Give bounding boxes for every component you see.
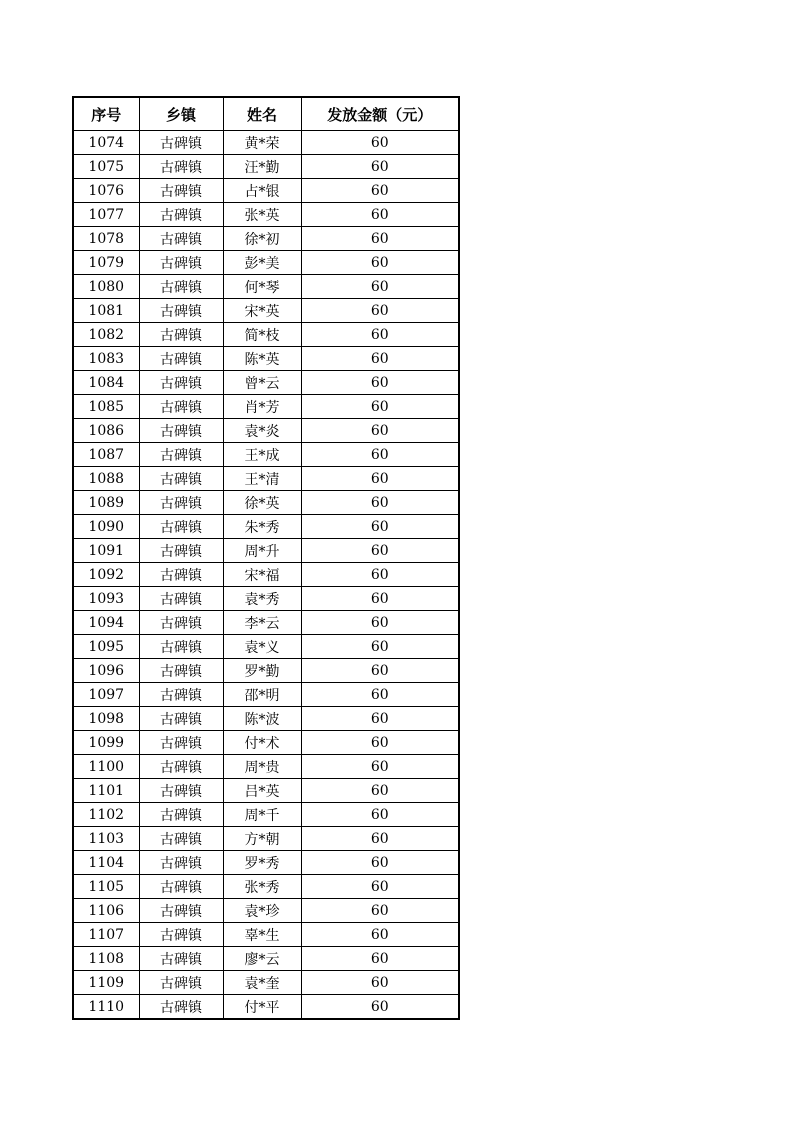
table-row	[73, 251, 459, 275]
cell-name: 付*术	[223, 731, 301, 755]
cell-township: 古碑镇	[139, 395, 223, 419]
cell-township: 古碑镇	[139, 683, 223, 707]
cell-amount: 60	[301, 995, 459, 1020]
table-row	[73, 779, 459, 803]
cell-serial-number: 1089	[73, 491, 139, 515]
cell-township: 古碑镇	[139, 203, 223, 227]
cell-serial-number: 1096	[73, 659, 139, 683]
cell-name: 何*琴	[223, 275, 301, 299]
table-row	[73, 299, 459, 323]
cell-name: 陈*波	[223, 707, 301, 731]
cell-name: 宋*福	[223, 563, 301, 587]
cell-name: 袁*炎	[223, 419, 301, 443]
cell-name: 徐*英	[223, 491, 301, 515]
cell-township: 古碑镇	[139, 131, 223, 155]
cell-name: 宋*英	[223, 299, 301, 323]
cell-name: 罗*勤	[223, 659, 301, 683]
cell-name: 曾*云	[223, 371, 301, 395]
cell-serial-number: 1107	[73, 923, 139, 947]
cell-township: 古碑镇	[139, 803, 223, 827]
cell-amount: 60	[301, 611, 459, 635]
table-row	[73, 443, 459, 467]
cell-name: 王*成	[223, 443, 301, 467]
cell-name: 周*贵	[223, 755, 301, 779]
cell-serial-number: 1106	[73, 899, 139, 923]
payment-table	[72, 96, 460, 1020]
cell-serial-number: 1100	[73, 755, 139, 779]
cell-serial-number: 1097	[73, 683, 139, 707]
table-row	[73, 827, 459, 851]
cell-name: 周*升	[223, 539, 301, 563]
cell-serial-number: 1085	[73, 395, 139, 419]
table-row	[73, 467, 459, 491]
table-row	[73, 539, 459, 563]
cell-serial-number: 1092	[73, 563, 139, 587]
table-row	[73, 995, 459, 1020]
cell-township: 古碑镇	[139, 299, 223, 323]
cell-name: 张*英	[223, 203, 301, 227]
cell-amount: 60	[301, 155, 459, 179]
cell-name: 袁*奎	[223, 971, 301, 995]
table-body	[73, 131, 459, 1020]
cell-township: 古碑镇	[139, 707, 223, 731]
cell-name: 黄*荣	[223, 131, 301, 155]
header-serial-number: 序号	[73, 97, 139, 131]
cell-township: 古碑镇	[139, 275, 223, 299]
cell-serial-number: 1084	[73, 371, 139, 395]
cell-township: 古碑镇	[139, 659, 223, 683]
cell-serial-number: 1079	[73, 251, 139, 275]
header-township: 乡镇	[139, 97, 223, 131]
cell-serial-number: 1075	[73, 155, 139, 179]
cell-serial-number: 1081	[73, 299, 139, 323]
cell-township: 古碑镇	[139, 539, 223, 563]
cell-township: 古碑镇	[139, 563, 223, 587]
cell-township: 古碑镇	[139, 779, 223, 803]
cell-name: 朱*秀	[223, 515, 301, 539]
cell-serial-number: 1090	[73, 515, 139, 539]
cell-name: 简*枝	[223, 323, 301, 347]
cell-serial-number: 1080	[73, 275, 139, 299]
cell-name: 廖*云	[223, 947, 301, 971]
cell-name: 李*云	[223, 611, 301, 635]
table-row	[73, 731, 459, 755]
cell-township: 古碑镇	[139, 947, 223, 971]
cell-serial-number: 1109	[73, 971, 139, 995]
cell-name: 张*秀	[223, 875, 301, 899]
cell-amount: 60	[301, 395, 459, 419]
cell-serial-number: 1076	[73, 179, 139, 203]
cell-name: 汪*勤	[223, 155, 301, 179]
cell-serial-number: 1094	[73, 611, 139, 635]
cell-amount: 60	[301, 491, 459, 515]
cell-serial-number: 1108	[73, 947, 139, 971]
cell-name: 占*银	[223, 179, 301, 203]
table-row	[73, 179, 459, 203]
cell-name: 吕*英	[223, 779, 301, 803]
cell-township: 古碑镇	[139, 251, 223, 275]
cell-name: 袁*义	[223, 635, 301, 659]
table-row	[73, 851, 459, 875]
cell-township: 古碑镇	[139, 875, 223, 899]
cell-name: 陈*英	[223, 347, 301, 371]
cell-amount: 60	[301, 875, 459, 899]
cell-amount: 60	[301, 443, 459, 467]
table-row	[73, 371, 459, 395]
table-row	[73, 323, 459, 347]
cell-name: 方*朝	[223, 827, 301, 851]
table-row	[73, 563, 459, 587]
table-row	[73, 923, 459, 947]
table-row	[73, 275, 459, 299]
cell-amount: 60	[301, 947, 459, 971]
table-row	[73, 515, 459, 539]
cell-township: 古碑镇	[139, 851, 223, 875]
cell-serial-number: 1074	[73, 131, 139, 155]
table-row	[73, 971, 459, 995]
cell-amount: 60	[301, 899, 459, 923]
cell-name: 王*清	[223, 467, 301, 491]
table-row	[73, 683, 459, 707]
table-row	[73, 227, 459, 251]
cell-serial-number: 1077	[73, 203, 139, 227]
cell-township: 古碑镇	[139, 731, 223, 755]
cell-township: 古碑镇	[139, 443, 223, 467]
cell-amount: 60	[301, 779, 459, 803]
table-row	[73, 611, 459, 635]
cell-amount: 60	[301, 923, 459, 947]
cell-serial-number: 1093	[73, 587, 139, 611]
cell-amount: 60	[301, 467, 459, 491]
cell-amount: 60	[301, 251, 459, 275]
table-row	[73, 131, 459, 155]
table-row	[73, 755, 459, 779]
cell-amount: 60	[301, 419, 459, 443]
table-row	[73, 419, 459, 443]
cell-name: 徐*初	[223, 227, 301, 251]
cell-amount: 60	[301, 851, 459, 875]
header-name: 姓名	[223, 97, 301, 131]
cell-township: 古碑镇	[139, 347, 223, 371]
header-row	[73, 97, 459, 131]
cell-serial-number: 1104	[73, 851, 139, 875]
table-row	[73, 587, 459, 611]
cell-township: 古碑镇	[139, 899, 223, 923]
table-row	[73, 203, 459, 227]
cell-amount: 60	[301, 275, 459, 299]
cell-serial-number: 1083	[73, 347, 139, 371]
cell-name: 邵*明	[223, 683, 301, 707]
cell-serial-number: 1086	[73, 419, 139, 443]
table-row	[73, 659, 459, 683]
cell-amount: 60	[301, 227, 459, 251]
cell-serial-number: 1091	[73, 539, 139, 563]
cell-township: 古碑镇	[139, 323, 223, 347]
table-row	[73, 803, 459, 827]
cell-serial-number: 1078	[73, 227, 139, 251]
cell-amount: 60	[301, 635, 459, 659]
cell-township: 古碑镇	[139, 467, 223, 491]
cell-amount: 60	[301, 515, 459, 539]
cell-amount: 60	[301, 563, 459, 587]
cell-township: 古碑镇	[139, 611, 223, 635]
cell-township: 古碑镇	[139, 179, 223, 203]
cell-amount: 60	[301, 539, 459, 563]
table-row	[73, 875, 459, 899]
cell-township: 古碑镇	[139, 587, 223, 611]
cell-township: 古碑镇	[139, 155, 223, 179]
cell-serial-number: 1098	[73, 707, 139, 731]
cell-amount: 60	[301, 755, 459, 779]
table-row	[73, 395, 459, 419]
cell-amount: 60	[301, 659, 459, 683]
cell-township: 古碑镇	[139, 419, 223, 443]
cell-serial-number: 1105	[73, 875, 139, 899]
cell-amount: 60	[301, 371, 459, 395]
cell-township: 古碑镇	[139, 371, 223, 395]
table-row	[73, 347, 459, 371]
cell-amount: 60	[301, 803, 459, 827]
cell-amount: 60	[301, 299, 459, 323]
cell-township: 古碑镇	[139, 827, 223, 851]
cell-amount: 60	[301, 827, 459, 851]
table-row	[73, 491, 459, 515]
cell-amount: 60	[301, 683, 459, 707]
cell-serial-number: 1102	[73, 803, 139, 827]
table-row	[73, 707, 459, 731]
cell-amount: 60	[301, 731, 459, 755]
cell-township: 古碑镇	[139, 491, 223, 515]
cell-township: 古碑镇	[139, 515, 223, 539]
cell-name: 周*千	[223, 803, 301, 827]
cell-township: 古碑镇	[139, 755, 223, 779]
cell-serial-number: 1101	[73, 779, 139, 803]
cell-serial-number: 1099	[73, 731, 139, 755]
header-amount: 发放金额（元）	[301, 97, 459, 131]
cell-amount: 60	[301, 707, 459, 731]
cell-amount: 60	[301, 971, 459, 995]
cell-serial-number: 1087	[73, 443, 139, 467]
table-row	[73, 947, 459, 971]
cell-name: 袁*秀	[223, 587, 301, 611]
cell-township: 古碑镇	[139, 227, 223, 251]
cell-amount: 60	[301, 587, 459, 611]
cell-serial-number: 1110	[73, 995, 139, 1020]
cell-name: 彭*美	[223, 251, 301, 275]
cell-name: 肖*芳	[223, 395, 301, 419]
cell-amount: 60	[301, 203, 459, 227]
cell-amount: 60	[301, 347, 459, 371]
cell-serial-number: 1088	[73, 467, 139, 491]
table-row	[73, 155, 459, 179]
cell-township: 古碑镇	[139, 923, 223, 947]
cell-name: 付*平	[223, 995, 301, 1020]
table-row	[73, 635, 459, 659]
cell-township: 古碑镇	[139, 635, 223, 659]
table-row	[73, 899, 459, 923]
cell-township: 古碑镇	[139, 971, 223, 995]
cell-township: 古碑镇	[139, 995, 223, 1020]
cell-amount: 60	[301, 179, 459, 203]
cell-serial-number: 1082	[73, 323, 139, 347]
cell-serial-number: 1103	[73, 827, 139, 851]
cell-name: 辜*生	[223, 923, 301, 947]
cell-name: 罗*秀	[223, 851, 301, 875]
cell-amount: 60	[301, 131, 459, 155]
cell-name: 袁*珍	[223, 899, 301, 923]
cell-serial-number: 1095	[73, 635, 139, 659]
cell-amount: 60	[301, 323, 459, 347]
